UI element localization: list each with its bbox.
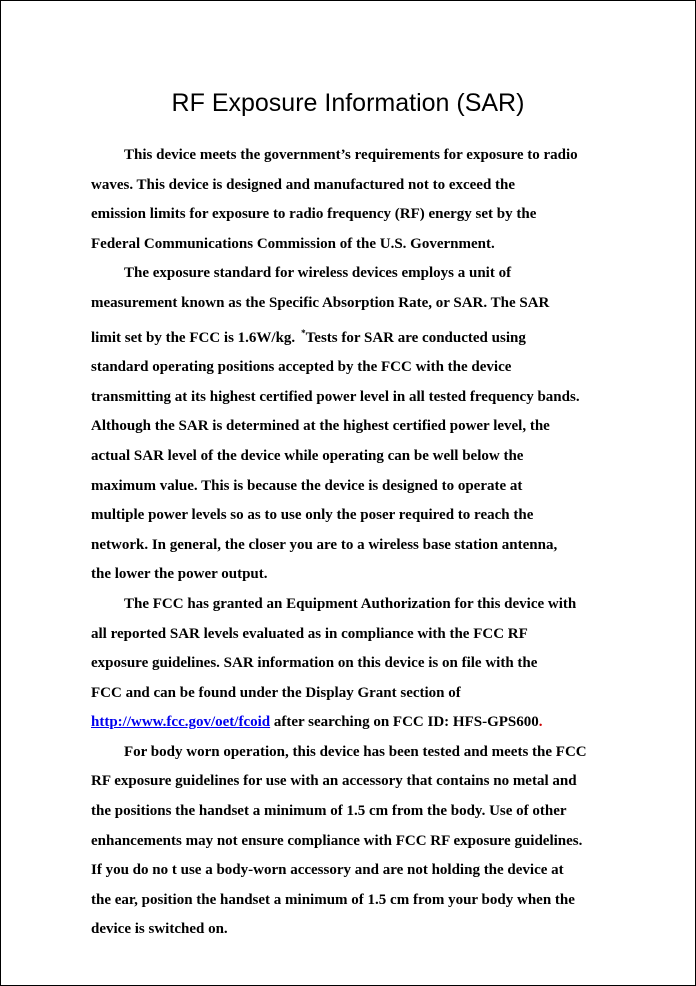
text-line: the ear, position the handset a minimum of 1.5 cm from your body when the	[91, 891, 575, 908]
text-line: Although the SAR is determined at the highest certified power level, the	[91, 418, 550, 435]
document-body	[91, 141, 621, 945]
fcc-id-link[interactable]: http://www.fcc.gov/oet/fcoid	[91, 714, 271, 731]
text-line: network. In general, the closer you are to a wireless base station antenna,	[91, 536, 558, 553]
text-line: standard operating positions accepted by the FCC with the device	[91, 359, 512, 376]
text-line: device is switched on.	[91, 921, 228, 938]
text-line: RF exposure guidelines for use with an accessory that contains no metal and	[91, 773, 577, 790]
paragraph-body-worn	[91, 738, 621, 945]
text-line: transmitting at its highest certified power level in all tested frequency bands.	[91, 388, 580, 405]
paragraph-equipment-authorization	[91, 590, 621, 738]
text-line: FCC and can be found under the Display Grant section of	[91, 684, 461, 701]
text-line: actual SAR level of the device while operating can be well below the	[91, 447, 524, 464]
text-line: waves. This device is designed and manufactured not to exceed the	[91, 176, 516, 193]
fcc-id-text: after searching on FCC ID: HFS-GPS600	[270, 714, 539, 731]
text-line: measurement known as the Specific Absorption Rate, or SAR. The SAR	[91, 294, 550, 311]
text-line: enhancements may not ensure compliance with FCC RF exposure guidelines.	[91, 832, 583, 849]
red-period: .	[538, 714, 543, 731]
text-line: the positions the handset a minimum of 1.5 cm from the body. Use of other	[91, 803, 567, 820]
text-line: Federal Communications Commission of the U.S. Government.	[91, 235, 495, 252]
text-line: multiple power levels so as to use only the poser required to reach the	[91, 507, 534, 524]
text-line: emission limits for exposure to radio frequency (RF) energy set by the	[91, 206, 537, 223]
text-line: If you do no t use a body-worn accessory and are not holding the device at	[91, 862, 564, 879]
text-line-with-footnote	[91, 319, 621, 354]
paragraph-compliance	[91, 141, 621, 259]
text-line: maximum value. This is because the device is designed to operate at	[91, 477, 523, 494]
text-line: The FCC has granted an Equipment Authorization for this device with	[124, 595, 577, 612]
page-title: RF Exposure Information (SAR)	[171, 89, 525, 117]
text-line: The exposure standard for wireless devices employs a unit of	[124, 265, 512, 282]
sar-limit-text: limit set by the FCC is 1.6W/kg.	[91, 329, 296, 346]
text-line: For body worn operation, this device has been tested and meets the FCC	[124, 743, 587, 760]
paragraph-sar-standard	[91, 259, 621, 590]
text-line: This device meets the government’s requirements for exposure to radio	[124, 147, 578, 163]
text-line: all reported SAR levels evaluated as in compliance with the FCC RF	[91, 625, 528, 642]
footnote-mark: *	[301, 327, 306, 338]
sar-tests-text: Tests for SAR are conducted using	[305, 329, 526, 346]
text-line: exposure guidelines. SAR information on this device is on file with the	[91, 655, 538, 672]
text-line-with-link	[91, 708, 621, 738]
text-line: the lower the power output.	[91, 566, 268, 583]
